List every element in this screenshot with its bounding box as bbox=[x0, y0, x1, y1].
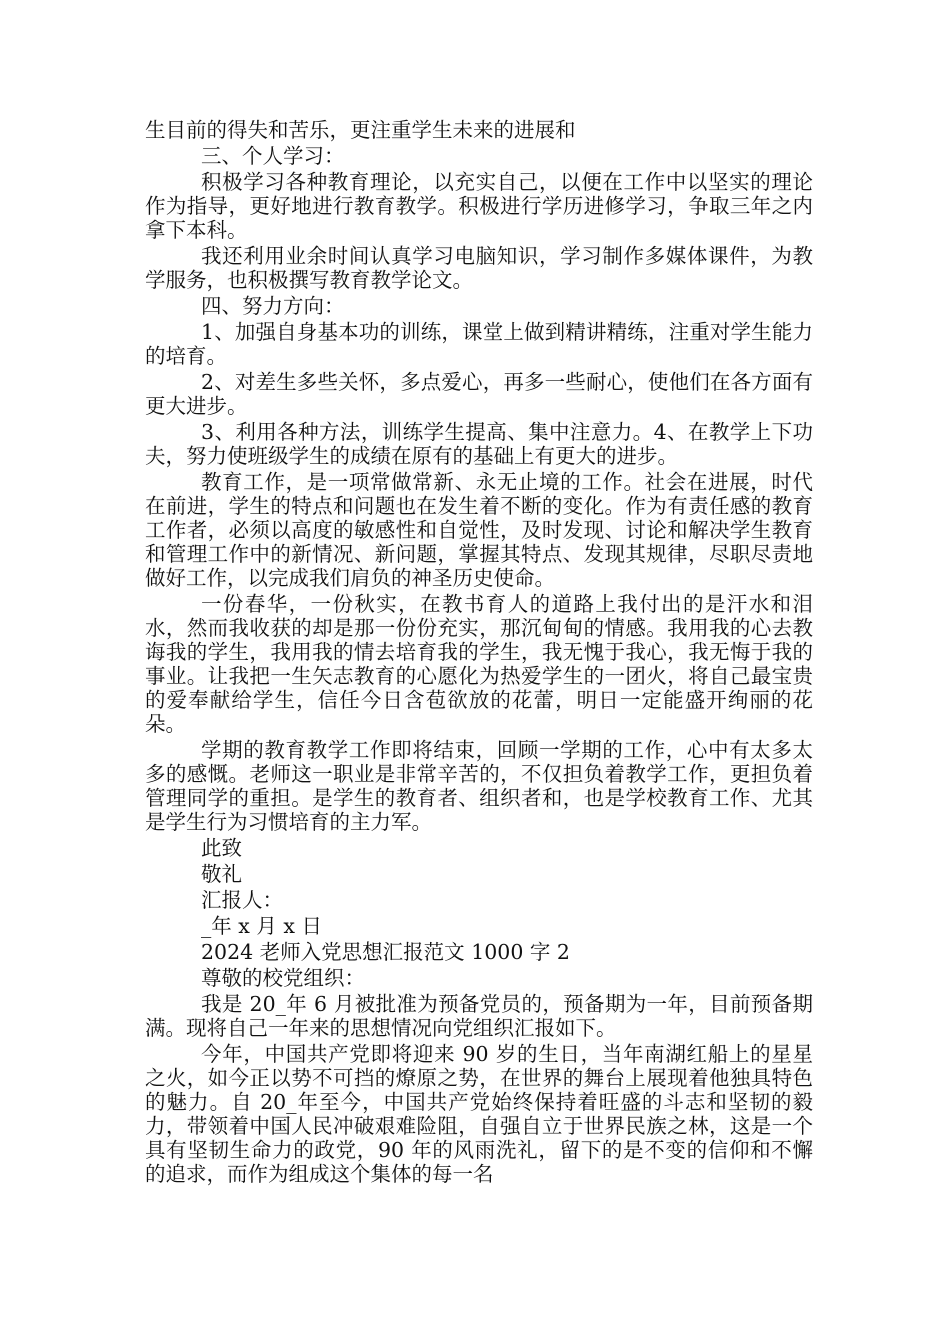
report-date: _年 x 月 x 日 bbox=[201, 914, 322, 938]
section-heading-personal-study: 三、个人学习： bbox=[201, 144, 345, 168]
reporter-label: 汇报人： bbox=[201, 888, 283, 912]
paragraph-10: 学期的教育教学工作即将结束，回顾一学期的工作，心中有太多太多的感慨。老师这一职业是非常辛苦的，不仅担负着教学工作，更担负着管理同学的重担。是学生的教育者、组织者和，也是学校教育工作、尤其是学生行为习惯培育的主力军。 bbox=[145, 738, 813, 834]
paragraph-8: 教育工作，是一项常做常新、永无止境的工作。社会在进展，时代在前进，学生的特点和问题也在发生着不断的变化。作为有责任感的教育工作者，必须以高度的敏感性和自觉性，及时发现、讨论和解决学生教育和管理工作中的新情况、新问题，掌握其特点、发现其规律，尽职尽责地做好工作，以完成我们肩负的神圣历史使命。 bbox=[145, 470, 813, 590]
list-item-3: 3、利用各种方法，训练学生提高、集中注意力。4、在教学上下功夫，努力使班级学生的成绩在原有的基础上有更大的进步。 bbox=[145, 420, 813, 468]
paragraph-0: 生目前的得失和苦乐，更注重学生未来的进展和 bbox=[145, 118, 576, 142]
greeting: 尊敬的校党组织： bbox=[201, 966, 365, 990]
closing-salutation: 此致 bbox=[201, 836, 242, 860]
paragraph-9: 一份春华，一份秋实，在教书育人的道路上我付出的是汗水和泪水，然而我收获的却是那一份份充实，那沉甸甸的情感。我用我的心去教诲我的学生，我用我的情去培育我的学生，我无愧于我心，我无悔于我的事业。让我把一生矢志教育的心愿化为热爱学生的一团火，将自己最宝贵的爱奉献给学生，信任今日含苞欲放的花蕾，明日一定能盛开绚丽的花朵。 bbox=[145, 592, 813, 736]
paragraph-2: 积极学习各种教育理论，以充实自己，以便在工作中以坚实的理论作为指导，更好地进行教育教学。积极进行学历进修学习，争取三年之内拿下本科。 bbox=[145, 170, 813, 242]
paragraph-3: 我还利用业余时间认真学习电脑知识，学习制作多媒体课件，为教学服务，也积极撰写教育教学论文。 bbox=[145, 244, 813, 292]
list-item-2: 2、对差生多些关怀，多点爱心，再多一些耐心，使他们在各方面有更大进步。 bbox=[145, 370, 813, 418]
closing-regards: 敬礼 bbox=[201, 862, 242, 886]
section-heading-direction: 四、努力方向： bbox=[201, 294, 345, 318]
document-body bbox=[145, 118, 813, 1188]
paragraph-17: 我是 20_年 6 月被批准为预备党员的，预备期为一年，目前预备期满。现将自己一年来的思想情况向党组织汇报如下。 bbox=[145, 992, 813, 1040]
paragraph-18: 今年，中国共产党即将迎来 90 岁的生日，当年南湖红船上的星星之火，如今正以势不可挡的燎原之势，在世界的舞台上展现着他独具特色的魅力。自 20_年至今，中国共产党始终保持着旺盛的斗志和坚韧的毅力，带领着中国人民冲破艰难险阻，自强自立于世界民族之林，这是一个具有坚韧生命力的政党，90 年的风雨洗礼，留下的是不变的信仰和不懈的追求，而作为组成这个集体的每一名 bbox=[145, 1042, 813, 1186]
second-article-title: 2024 老师入党思想汇报范文 1000 字 2 bbox=[201, 940, 570, 964]
list-item-1: 1、加强自身基本功的训练，课堂上做到精讲精练，注重对学生能力的培育。 bbox=[145, 320, 813, 368]
